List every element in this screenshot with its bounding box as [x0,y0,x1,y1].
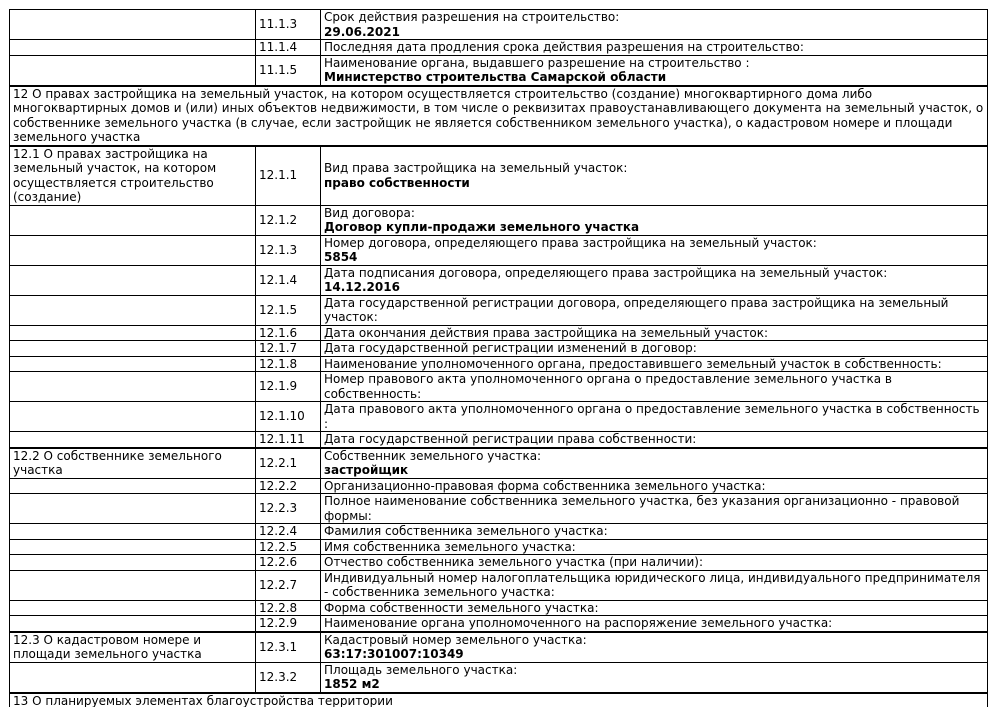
row-field [321,146,988,206]
row-field [321,632,988,663]
field-label: Отчество собственника земельного участка (при наличии): [324,555,703,569]
field-label: Форма собственности земельного участка: [324,600,599,615]
row-section-note: 12.2 О собственнике земельного участка [10,448,256,479]
row-number: 12.1.6 [256,325,321,341]
field-label: Дата окончания действия права застройщика на земельный участок: [324,325,769,340]
field-label: Организационно-правовая форма собственника земельного участка: [324,478,766,493]
row-section-note [10,478,256,494]
row-section-note [10,539,256,555]
row-number: 12.1.5 [256,295,321,325]
field-label: Вид права застройщика на земельный участок: [324,161,628,175]
row-number: 12.1.2 [256,205,321,235]
row-field [321,235,988,265]
field-label: Номер правового акта уполномоченного органа о предоставление земельного участка в собственность: [324,372,892,401]
row-number: 12.1.10 [256,402,321,432]
section-13-header: 13 О планируемых элементах благоустройства территории [10,693,988,707]
field-value: 29.06.2021 [324,24,400,39]
table-row [10,402,988,432]
row-number: 12.1.9 [256,372,321,402]
field-value: 14.12.2016 [324,280,400,294]
row-number: 12.3.2 [256,662,321,693]
table-row [10,632,988,663]
table-row [10,265,988,295]
row-field [321,539,988,555]
field-value: 1852 м2 [324,677,380,691]
field-label: Срок действия разрешения на строительство: [324,10,620,24]
row-field [321,40,988,56]
field-label: Дата государственной регистрации права собственности: [324,432,697,446]
row-section-note [10,662,256,693]
table-row [10,570,988,600]
field-label: Номер договора, определяющего права застройщика на земельный участок: [324,235,817,250]
row-number: 12.2.3 [256,494,321,524]
row-section-note [10,341,256,357]
field-label: Дата государственной регистрации изменений в договор: [324,341,697,355]
row-field [321,372,988,402]
row-number: 12.2.7 [256,570,321,600]
row-number: 12.2.6 [256,555,321,571]
row-number: 11.1.4 [256,40,321,56]
row-section-note [10,325,256,341]
field-label: Наименование уполномоченного органа, предоставившего земельный участок в собственность: [324,356,942,371]
row-number: 12.2.1 [256,448,321,479]
row-field [321,570,988,600]
table-row [10,524,988,540]
row-section-note [10,524,256,540]
row-section-note [10,616,256,632]
declaration-table [9,9,988,707]
table-row [10,600,988,616]
row-number: 12.1.8 [256,356,321,372]
field-label: Дата правового акта уполномоченного органа о предоставление земельного участка в собственность : [324,402,980,431]
row-number: 12.1.3 [256,235,321,265]
field-label: Площадь земельного участка: [324,662,518,677]
row-number: 12.1.7 [256,341,321,357]
table-row [10,372,988,402]
row-field [321,265,988,295]
row-number: 12.2.8 [256,600,321,616]
table-row [10,448,988,479]
row-field [321,10,988,40]
field-label: Дата подписания договора, определяющего права застройщика на земельный участок: [324,265,888,280]
table-row [10,356,988,372]
row-section-note [10,295,256,325]
field-value: Министерство строительства Самарской области [324,70,667,84]
row-field [321,55,988,86]
table-row [10,10,988,40]
row-section-note [10,235,256,265]
field-value: Договор купли-продажи земельного участка [324,220,640,234]
field-label: Фамилия собственника земельного участка: [324,524,608,538]
field-value: 63:17:301007:10349 [324,647,464,661]
field-value: 5854 [324,250,358,264]
row-field [321,662,988,693]
table-row [10,295,988,325]
section-13-header-row [10,693,988,707]
row-number: 12.2.5 [256,539,321,555]
table-row [10,205,988,235]
row-section-note: 12.1 О правах застройщика на земельный участок, на котором осуществляется строительство (создание) [10,146,256,206]
table-row [10,616,988,632]
table-row [10,40,988,56]
row-number: 11.1.3 [256,10,321,40]
field-label: Наименование органа уполномоченного на распоряжение земельного участка: [324,616,833,630]
row-number: 12.2.4 [256,524,321,540]
table-row [10,478,988,494]
row-field [321,494,988,524]
field-label: Кадастровый номер земельного участка: [324,632,587,647]
table-row [10,146,988,206]
row-section-note [10,205,256,235]
table-row [10,555,988,571]
row-number: 12.1.1 [256,146,321,206]
field-label: Индивидуальный номер налогоплательщика юридического лица, индивидуального предпринимателя - собственника земельного участка: [324,570,981,599]
row-field [321,478,988,494]
row-section-note [10,372,256,402]
row-section-note [10,555,256,571]
row-number: 11.1.5 [256,55,321,86]
table-row [10,432,988,448]
row-field [321,600,988,616]
row-field [321,432,988,448]
row-section-note [10,570,256,600]
row-number: 12.1.4 [256,265,321,295]
row-number: 12.3.1 [256,632,321,663]
row-field [321,524,988,540]
field-value: застройщик [324,463,409,477]
row-field [321,295,988,325]
field-label: Вид договора: [324,205,415,220]
row-section-note [10,600,256,616]
field-label: Полное наименование собственника земельного участка, без указания организационно - правовой формы: [324,494,960,523]
field-label: Дата государственной регистрации договора, определяющего права застройщика на земельный участок: [324,295,949,324]
table-row [10,325,988,341]
row-number: 12.2.2 [256,478,321,494]
field-label: Имя собственника земельного участка: [324,539,576,554]
row-field [321,555,988,571]
row-section-note: 12.3 О кадастровом номере и площади земельного участка [10,632,256,663]
table-row [10,341,988,357]
row-number: 12.2.9 [256,616,321,632]
row-field [321,616,988,632]
row-field [321,356,988,372]
row-section-note [10,402,256,432]
row-field [321,448,988,479]
row-field [321,325,988,341]
row-number: 12.1.11 [256,432,321,448]
row-field [321,205,988,235]
field-label: Наименование органа, выдавшего разрешение на строительство : [324,55,750,70]
table-row [10,494,988,524]
row-section-note [10,356,256,372]
row-section-note [10,40,256,56]
row-section-note [10,10,256,40]
row-section-note [10,432,256,448]
field-label: Собственник земельного участка: [324,448,542,463]
field-label: Последняя дата продления срока действия разрешения на строительство: [324,40,804,54]
section-12-header: 12 О правах застройщика на земельный участок, на котором осуществляется строительство (создание) многоквартирного дома либо многоквартирных домов и (или) иных объектов недвижимости, в том числе о реквизитах правоустанавливающего документа на земельный участок, о собственнике земельного участка (в случае, если застройщик не является собственником земельного участка), о кадастровом номере и площади земельного участка [10,86,988,146]
row-field [321,402,988,432]
field-value: право собственности [324,175,470,190]
table-row [10,55,988,86]
row-section-note [10,55,256,86]
table-row [10,539,988,555]
section-12-header-row [10,86,988,146]
row-field [321,341,988,357]
table-row [10,662,988,693]
table-row [10,235,988,265]
row-section-note [10,265,256,295]
row-section-note [10,494,256,524]
